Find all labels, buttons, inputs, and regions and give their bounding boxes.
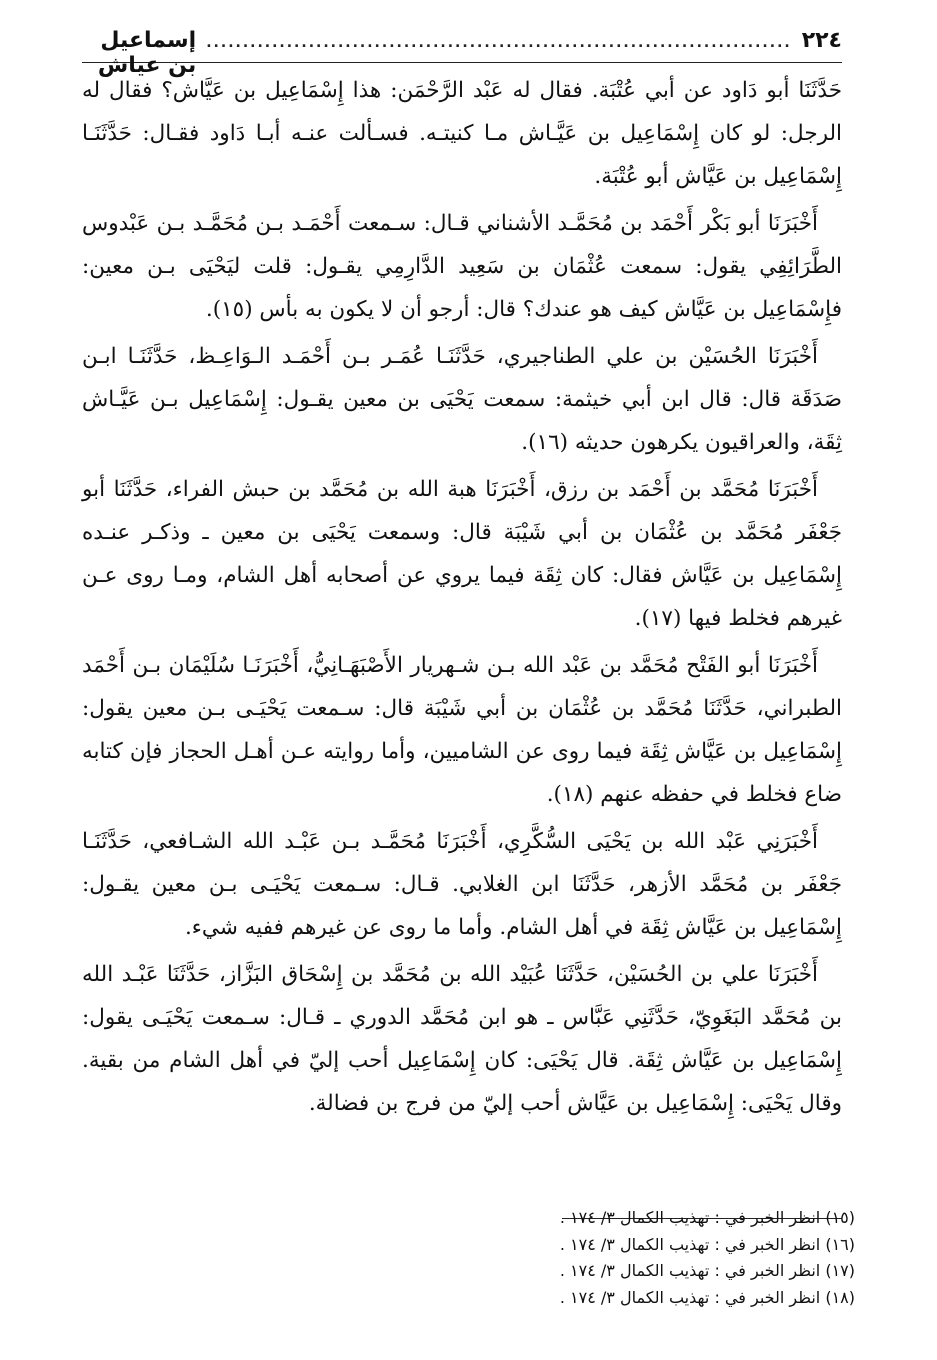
page-number: ٢٢٤: [801, 28, 842, 53]
paragraph: أَخْبَرَنَا أبو بَكْر أَحْمَد بن مُحَمَّـد الأشناني قـال: سـمعت أَحْمَـد بـن مُحَمَّـد بـن عَبْدوس الطَّرَائِفِي يقول: سمعت عُثْمَان بن سَعِيد الدَّارِمِي يقـول: قلت ليَحْيَى بـن معين: فإِسْمَاعِيل بن عَيَّاش كيف هو عندك؟ قال: أرجو أن لا يكون به بأس (١٥).: [82, 211, 842, 322]
paragraph: أَخْبَرَنَا مُحَمَّد بن أَحْمَد بن رزق، أَخْبَرَنَا هبة الله بن مُحَمَّد بن حبش الفراء، حَدَّثَنَا أبو جَعْفَر مُحَمَّد بن عُثْمَان بن أبي شَيْبَة قال: وسمعت يَحْيَى بن معين ـ وذكـر عنـده إِسْمَاعِيل بن عَيَّاش فقال: كان ثِقَة فيما يروي عن أصحابه أهل الشام، ومـا روى عـن غيرهم فخلط فيها (١٧).: [82, 477, 842, 631]
paragraph: أَخْبَرَنَا الحُسَيْن بن علي الطناجيري، حَدَّثَنَـا عُمَـر بـن أَحْمَـد الـوَاعِـظ، حَدَّثَنَـا ابـن صَدَقَة قال: قال ابن أبي خيثمة: سمعت يَحْيَى بن معين يقـول: إِسْمَاعِيل بـن عَيَّـاش ثِقَة، والعراقيون يكرهون حديثه (١٦).: [82, 344, 842, 455]
header-leader-dots: ................................................................................: [206, 35, 792, 51]
body-text: [82, 69, 842, 1125]
paragraph: أَخْبَرَنِي عَبْد الله بن يَحْيَى السُّكَّرِي، أَخْبَرَنَا مُحَمَّـد بـن عَبْـد الله الشـافعي، حَدَّثَنَـا جَعْفَر بن مُحَمَّد الأزهر، حَدَّثَنَا ابن الغلابي. قـال: سـمعت يَحْيَـى بـن معين يقـول: إِسْمَاعِيل بن عَيَّاش ثِقَة في أهل الشام. وأما ما روى عن غيرهم ففيه شيء.: [82, 829, 842, 940]
running-header: [82, 28, 842, 78]
footnote: (١٨) انظر الخبر في : تهذيب الكمال ٣/ ١٧٤ .: [559, 1287, 855, 1307]
footnote: (١٥) انظر الخبر في : تهذيب الكمال ٣/ ١٧٤ .: [559, 1208, 855, 1227]
footnote: (١٧) انظر الخبر في : تهذيب الكمال ٣/ ١٧٤ .: [559, 1261, 855, 1280]
paragraph: أَخْبَرَنَا علي بن الحُسَيْن، حَدَّثَنَا عُبَيْد الله بن مُحَمَّد بن إِسْحَاق البَزَّاز، حَدَّثَنَا عَبْـد الله بن مُحَمَّد البَغَوِيّ، حَدَّثَنِي عَبَّاس ـ هو ابن مُحَمَّد الدوري ـ قـال: سـمعت يَحْيَـى يقول: إِسْمَاعِيل بن عَيَّاش ثِقَة. قال يَحْيَى: كان إِسْمَاعِيل أحب إليّ في أهل الشام من بقية. وقال يَحْيَى: إِسْمَاعِيل بن عَيَّاش أحب إليّ من فرج بن فضالة.: [82, 962, 842, 1116]
footnotes: [435, 1205, 855, 1311]
running-title: إسماعيل بن عياش: [97, 28, 197, 78]
book-page: [82, 28, 842, 1129]
footnote: (١٦) انظر الخبر في : تهذيب الكمال ٣/ ١٧٤ .: [559, 1234, 855, 1254]
paragraph: أَخْبَرَنَا أبو الفَتْح مُحَمَّد بن عَبْد الله بـن شـهريار الأَصْبَهَـانِيُّ، أَخْبَرَنَـا سُلَيْمَان بـن أَحْمَد الطبراني، حَدَّثَنَا مُحَمَّد بن عُثْمَان بن أبي شَيْبَة قال: سـمعت يَحْيَـى بـن معين يقول: إِسْمَاعِيل بن عَيَّاش ثِقَة فيما روى عن الشاميين، وأما روايته عـن أهـل الحجاز فإن كتابه ضاع فخلط في حفظه عنهم (١٨).: [82, 653, 842, 807]
paragraph: حَدَّثَنَا أبو دَاود عن أبي عُتْبَة. فقال له عَبْد الرَّحْمَن: هذا إِسْمَاعِيل بن عَيَّاش؟ فقال له الرجل: لو كان إِسْمَاعِيل بن عَيَّـاش مـا كنيتـه. فسـألت عنـه أبـا دَاود فقـال: حَدَّثَنَـا إِسْمَاعِيل بن عَيَّاش أبو عُتْبَة.: [82, 78, 842, 189]
